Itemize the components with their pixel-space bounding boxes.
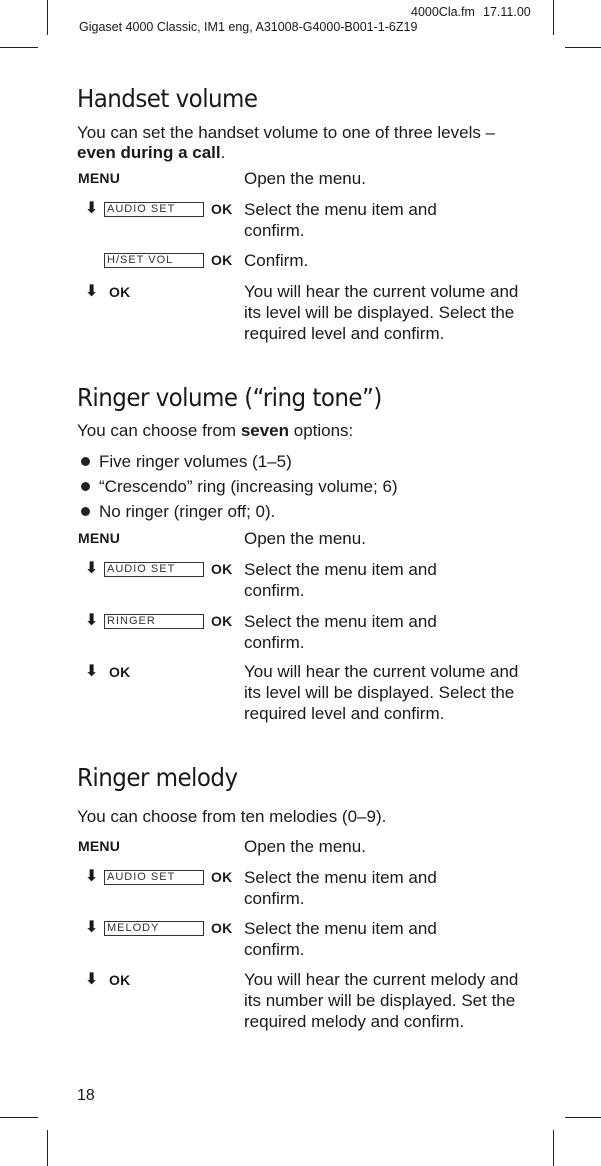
display-text: H/SET VOL xyxy=(104,253,204,268)
step-desc: You will hear the current volume and its level will be displayed. Select the required level and confirm. xyxy=(244,282,519,343)
display-text: MELODY xyxy=(104,921,204,936)
crop-mark xyxy=(565,1117,601,1118)
down-arrow-icon: ⬇ xyxy=(85,283,99,300)
crop-mark xyxy=(47,0,48,35)
step-desc: Open the menu. xyxy=(244,169,366,188)
bullet-item: No ringer (ringer off; 0). xyxy=(81,502,275,522)
down-arrow-icon: ⬇ xyxy=(85,868,99,885)
bullet-item: Five ringer volumes (1–5) xyxy=(81,452,292,472)
bullet-dot-icon xyxy=(81,482,90,491)
ringer-volume-intro: You can choose from seven options: xyxy=(77,421,354,440)
section-title-handset-volume: Handset volume xyxy=(77,84,258,113)
ringer-melody-intro: You can choose from ten melodies (0–9). xyxy=(77,807,387,826)
crop-mark xyxy=(565,47,601,48)
ok-key: OK xyxy=(109,972,131,988)
down-arrow-icon: ⬇ xyxy=(85,663,99,680)
ok-key: OK xyxy=(211,252,233,268)
menu-key: MENU xyxy=(78,170,121,186)
bullet-dot-icon xyxy=(81,457,90,466)
header-docinfo: Gigaset 4000 Classic, IM1 eng, A31008-G4000-B001-1-6Z19 xyxy=(79,20,418,34)
ok-key: OK xyxy=(109,284,131,300)
down-arrow-icon: ⬇ xyxy=(85,971,99,988)
step-desc: Select the menu item and confirm. xyxy=(244,919,437,959)
section-title-ringer-melody: Ringer melody xyxy=(77,763,238,792)
page-number: 18 xyxy=(77,1087,95,1104)
crop-mark xyxy=(0,47,38,48)
crop-mark xyxy=(0,1117,38,1118)
ok-key: OK xyxy=(211,920,233,936)
header-filename: 4000Cla.fm xyxy=(411,5,475,19)
step-desc: Confirm. xyxy=(244,251,309,270)
ok-key: OK xyxy=(211,613,233,629)
step-desc: Open the menu. xyxy=(244,529,366,548)
down-arrow-icon: ⬇ xyxy=(85,200,99,217)
down-arrow-icon: ⬇ xyxy=(85,919,99,936)
step-desc: You will hear the current volume and its level will be displayed. Select the required level and confirm. xyxy=(244,662,519,723)
handset-intro: You can set the handset volume to one of three levels – even during a call. xyxy=(77,123,496,162)
crop-mark xyxy=(553,1130,554,1166)
ok-key: OK xyxy=(109,664,131,680)
step-desc: Select the menu item and confirm. xyxy=(244,868,437,908)
bullet-item: “Crescendo” ring (increasing volume; 6) xyxy=(81,477,398,497)
down-arrow-icon: ⬇ xyxy=(85,560,99,577)
ok-key: OK xyxy=(211,201,233,217)
ok-key: OK xyxy=(211,561,233,577)
step-desc: Select the menu item and confirm. xyxy=(244,200,437,240)
step-desc: Select the menu item and confirm. xyxy=(244,612,437,652)
display-text: AUDIO SET xyxy=(104,562,204,577)
menu-key: MENU xyxy=(78,530,121,546)
step-desc: Select the menu item and confirm. xyxy=(244,560,437,600)
down-arrow-icon: ⬇ xyxy=(85,612,99,629)
step-desc: You will hear the current melody and its number will be displayed. Set the required melody and confirm. xyxy=(244,970,519,1031)
display-text: RINGER xyxy=(104,614,204,629)
header-date: 17.11.00 xyxy=(483,5,531,19)
crop-mark xyxy=(553,0,554,35)
step-desc: Open the menu. xyxy=(244,837,366,856)
menu-key: MENU xyxy=(78,838,121,854)
section-title-ringer-volume: Ringer volume (“ring tone”) xyxy=(77,383,382,412)
display-text: AUDIO SET xyxy=(104,870,204,885)
ok-key: OK xyxy=(211,869,233,885)
crop-mark xyxy=(47,1130,48,1166)
bullet-dot-icon xyxy=(81,507,90,516)
display-text: AUDIO SET xyxy=(104,202,204,217)
